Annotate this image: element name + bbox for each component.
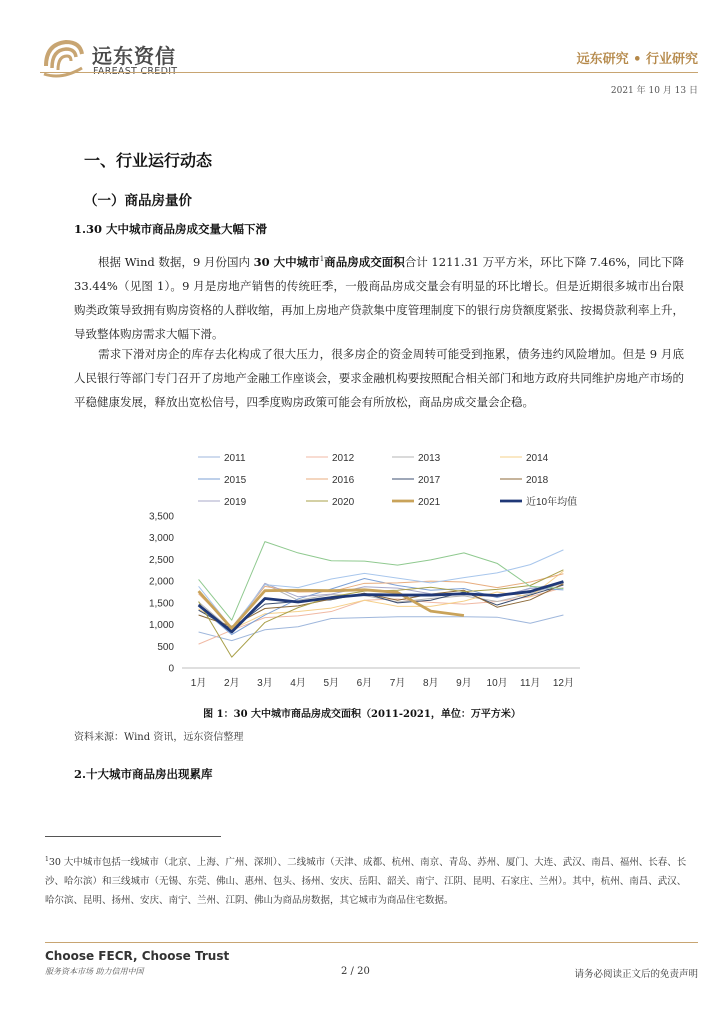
- footnote-ref: 1: [319, 255, 325, 264]
- y-tick-label: 3,500: [148, 511, 174, 523]
- footnote: [45, 853, 690, 910]
- fareast-logo-icon: [40, 36, 86, 80]
- legend-label: 2013: [418, 453, 441, 464]
- y-tick-label: 3,000: [148, 533, 174, 545]
- section-heading: 一、行业运行动态: [84, 151, 213, 170]
- legend-label: 2014: [526, 453, 549, 464]
- topic-heading-2: 2.十大城市商品房出现累库: [74, 767, 213, 781]
- footer-slogan: 服务资本市场 助力信用中国: [45, 967, 144, 976]
- x-tick-label: 8月: [422, 678, 439, 689]
- header-divider: [40, 72, 698, 73]
- paragraph-1-bold: 30 大中城市: [253, 255, 320, 269]
- x-tick-label: 9月: [456, 678, 472, 689]
- footer-brand: Choose FECR, Choose Trust: [45, 949, 230, 963]
- paragraph-1-bold-2: 商品房成交面积: [324, 255, 405, 269]
- legend-label: 2021: [418, 497, 441, 508]
- page-number: 2 / 20: [341, 966, 370, 977]
- paragraph-1-lead: 根据 Wind 数据，9 月份国内: [98, 255, 254, 269]
- y-tick-label: 2,000: [148, 576, 174, 588]
- x-tick-label: 12月: [552, 678, 574, 689]
- x-tick-label: 3月: [257, 678, 273, 689]
- paragraph-1-body: 合计 1211.31 万平方米，环比下降 7.46%，同比下降 33.44%（见图 1）。9 月是房地产销售的传统旺季，一般商品房成交量会有明显的环比增长。但是近期很多城市出台限购类政策导致拥有购房资格的人群收缩，再加上房地产贷款集中度管理制度下的银行房贷额度紧张、按揭贷款利率上升，导致整体购房需求大幅下滑。: [74, 255, 684, 341]
- legend-label: 2016: [332, 475, 355, 486]
- x-tick-label: 2月: [223, 678, 240, 689]
- subsection-heading: （一）商品房量价: [84, 193, 192, 209]
- company-logo: [40, 36, 220, 80]
- y-tick-label: 2,500: [148, 554, 174, 566]
- y-tick-label: 1,000: [148, 620, 174, 632]
- y-tick-label: 500: [157, 641, 174, 653]
- report-date: 2021 年 10 月 13 日: [610, 86, 698, 96]
- logo-name-cn: 远东资信: [92, 44, 176, 68]
- x-tick-label: 11月: [520, 678, 541, 689]
- x-tick-label: 6月: [356, 678, 373, 689]
- section-label: 远东研究 • 行业研究: [576, 52, 698, 67]
- legend-label: 2017: [418, 475, 441, 486]
- paragraph-2: [74, 342, 684, 414]
- series-line: [199, 582, 564, 632]
- footer-disclaimer: 请务必阅读正文后的免责声明: [574, 969, 698, 980]
- data-source: 资料来源：Wind 资讯，远东资信整理: [74, 732, 244, 743]
- x-tick-label: 10月: [486, 678, 508, 689]
- legend-label: 2018: [526, 475, 549, 486]
- paragraph-1: [74, 250, 684, 346]
- figure-caption: 图 1：30 大中城市商品房成交面积（2011-2021，单位：万平方米）: [203, 709, 521, 720]
- footer-divider: [45, 942, 698, 943]
- paragraph-2-body: 需求下滑对房企的库存去化构成了很大压力，很多房企的资金周转可能受到拖累，债务违约风险增加。但是 9 月底人民银行等部门专门召开了房地产金融工作座谈会，要求金融机构要按照配合相关部门和地方政府共同维护房地产市场的平稳健康发展，释放出宽松信号，四季度购房政策可能会有所放松，商品房成交量会企稳。: [74, 347, 684, 409]
- legend-label: 2019: [224, 497, 247, 508]
- y-tick-label: 0: [168, 663, 174, 675]
- x-tick-label: 4月: [290, 678, 306, 689]
- x-tick-label: 1月: [190, 678, 207, 689]
- series-line: [199, 550, 564, 628]
- x-tick-label: 7月: [389, 678, 406, 689]
- x-tick-label: 5月: [323, 678, 340, 689]
- legend-label: 2012: [332, 453, 355, 464]
- topic-heading-1: 1.30 大中城市商品房成交量大幅下滑: [74, 222, 268, 236]
- legend-label: 近10年均值: [526, 497, 578, 508]
- y-tick-label: 1,500: [148, 598, 174, 610]
- footnote-marker: 1: [45, 855, 49, 863]
- line-chart: [140, 440, 590, 690]
- legend-label: 2011: [224, 453, 246, 464]
- legend-label: 2015: [224, 475, 247, 486]
- footnote-divider: [45, 836, 221, 837]
- legend-label: 2020: [332, 497, 355, 508]
- footnote-text: 30 大中城市包括一线城市（北京、上海、广州、深圳）、二线城市（天津、成都、杭州、南京、青岛、苏州、厦门、大连、武汉、南昌、福州、长春、长沙、哈尔滨）和三线城市（无锡、东莞、佛山、惠州、包头、扬州、安庆、岳阳、韶关、南宁、江阴、昆明、石家庄、兰州）。其中，杭州、南昌、武汉、哈尔滨、昆明、扬州、安庆、南宁、兰州、江阴、佛山为商品房数据，其它城市为商品住宅数据。: [45, 857, 687, 906]
